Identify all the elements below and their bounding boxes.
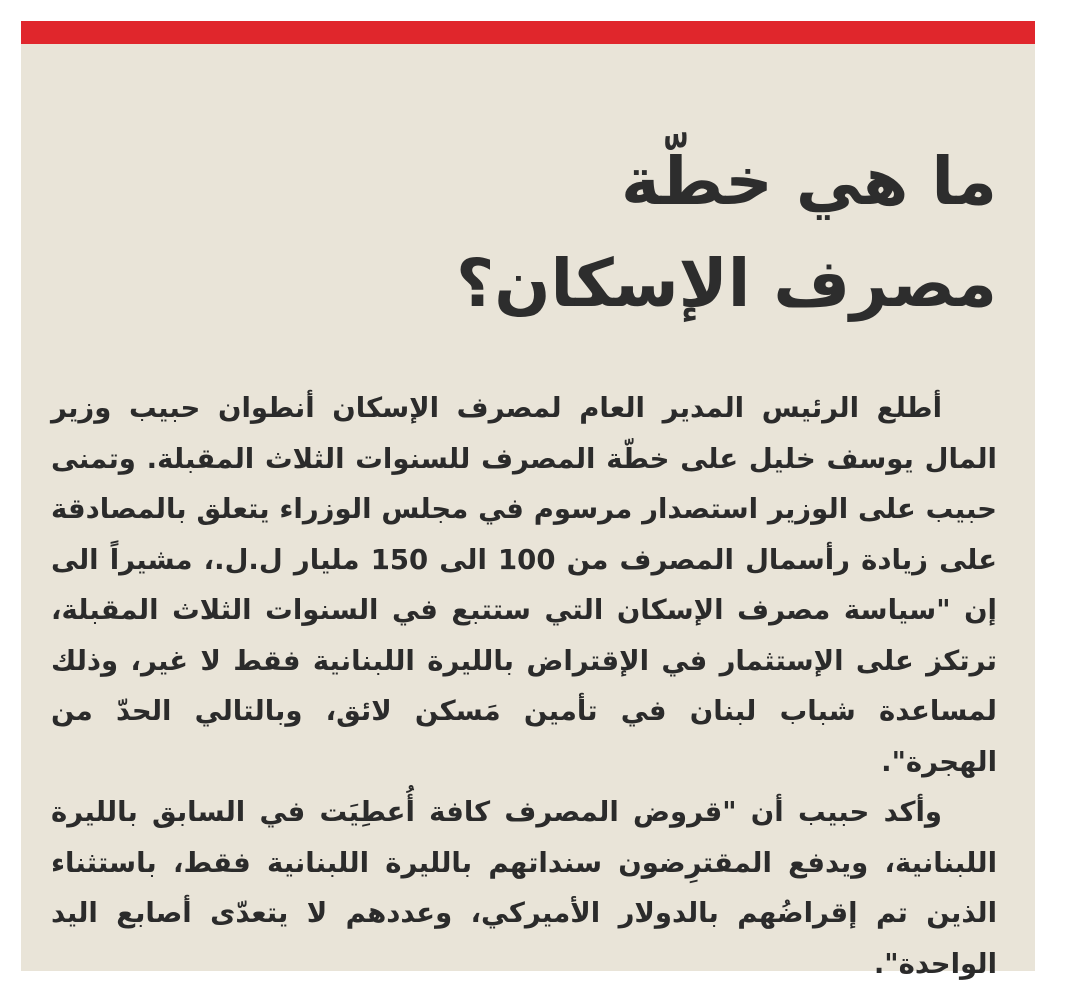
headline: [51, 131, 997, 335]
article-body: [51, 383, 997, 989]
headline-line-2: مصرف الإسكان؟: [455, 245, 997, 322]
article-content: [51, 131, 997, 989]
headline-line-1: ما هي خطّة: [620, 143, 997, 220]
paragraph-2: وأكد حبيب أن "قروض المصرف كافة أُعطِيَت في السابق بالليرة اللبنانية، ويدفع المقترِضون سنداتهم بالليرة اللبنانية فقط، باستثناء الذين تم إقراضُهم بالدولار الأميركي، وعددهم لا يتعدّى أصابع اليد الواحدة".: [51, 796, 997, 980]
article-card: [21, 21, 1035, 980]
paragraph-1: أطلع الرئيس المدير العام لمصرف الإسكان أنطوان حبيب وزير المال يوسف خليل على خطّة المصرف للسنوات الثلاث المقبلة. وتمنى حبيب على الوزير استصدار مرسوم في مجلس الوزراء يتعلق بالمصادقة على زيادة رأسمال المصرف من 100 الى 150 مليار ل.ل.، مشيراً الى إن "سياسة مصرف الإسكان التي ستتبع في السنوات الثلاث المقبلة، ترتكز على الإستثمار في الإقتراض بالليرة اللبنانية فقط لا غير، وذلك لمساعدة شباب لبنان في تأمين مَسكن لائق، وبالتالي الحدّ من الهجرة".: [51, 392, 997, 778]
accent-bar: [21, 21, 1035, 44]
